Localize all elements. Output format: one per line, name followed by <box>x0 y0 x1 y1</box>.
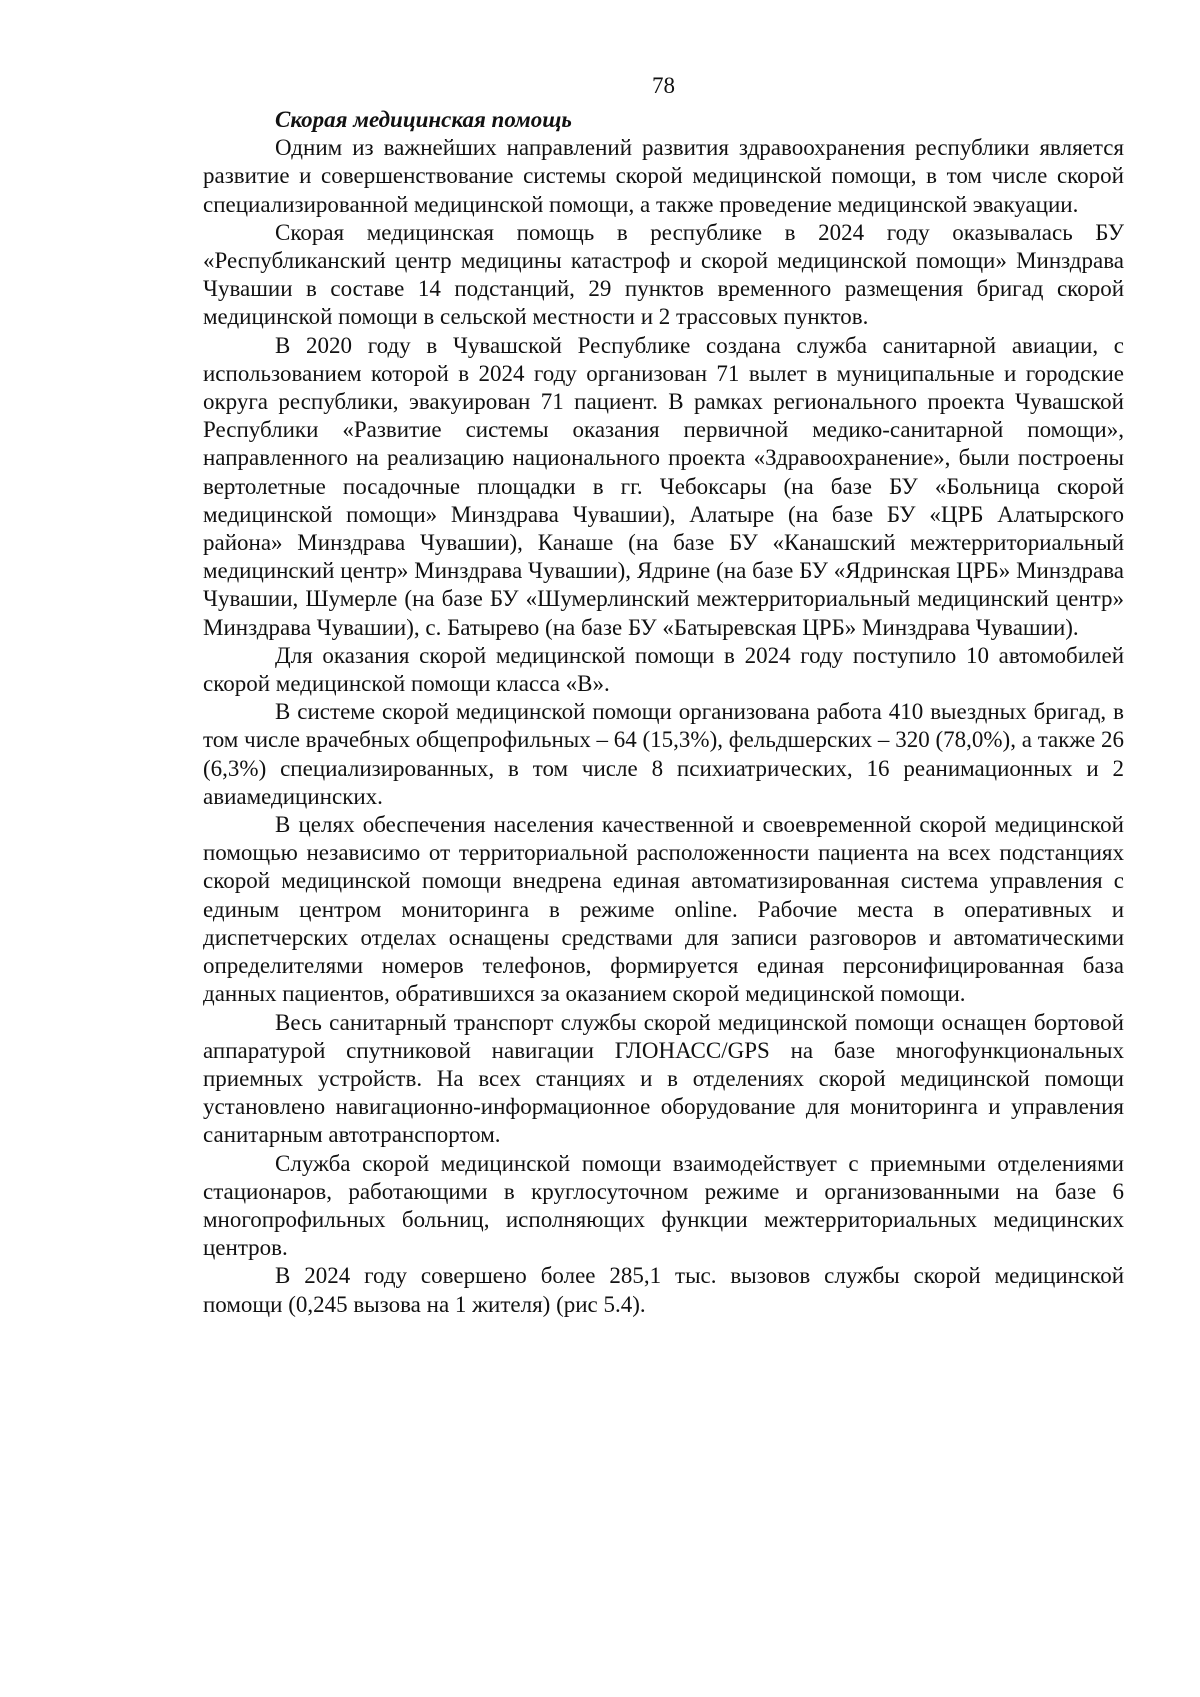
paragraph-sanitary-aviation: В 2020 году в Чувашской Республике создана служба санитарной авиации, с использованием которой в 2024 году организован 71 вылет в муниципальные и городские округа республики, эвакуирован 71 пациент. В рамках регионального проекта Чувашской Республики «Развитие системы оказания первичной медико-санитарной помощи», направленного на реализацию национального проекта «Здравоохранение», были построены вертолетные посадочные площадки в гг. Чебоксары (на базе БУ «Больница скорой медицинской помощи» Минздрава Чувашии), Алатыре (на базе БУ «ЦРБ Алатырского района» Минздрава Чувашии), Канаше (на базе БУ «Канашский межтерриториальный медицинский центр» Минздрава Чувашии), Ядрине (на базе БУ «Ядринская ЦРБ» Минздрава Чувашии, Шумерле (на базе БУ «Шумерлинский межтерриториальный медицинский центр» Минздрава Чувашии), с. Батырево (на базе БУ «Батыревская ЦРБ» Минздрава Чувашии). <box>203 332 1124 640</box>
section-heading: Скорая медицинская помощь <box>275 107 572 132</box>
paragraph-hospital-interaction: Служба скорой медицинской помощи взаимодействует с приемными отделениями стационаров, работающими в круглосуточном режиме и организованными на базе 6 многопрофильных больниц, исполняющих функции межтерриториальных медицинских центров. <box>203 1150 1124 1261</box>
paragraph-calls-statistics: В 2024 году совершено более 285,1 тыс. вызовов службы скорой медицинской помощи (0,245 вызова на 1 жителя) (рис 5.4). <box>203 1263 1124 1317</box>
paragraph-organization: Скорая медицинская помощь в республике в 2024 году оказывалась БУ «Республиканский центр медицины катастроф и скорой медицинской помощи» Минздрава Чувашии в составе 14 подстанций, 29 пунктов временного размещения бригад скорой медицинской помощи в сельской местности и 2 трассовых пунктов. <box>203 219 1124 330</box>
document-page <box>203 72 1124 1319</box>
paragraph-navigation-equipment: Весь санитарный транспорт службы скорой медицинской помощи оснащен бортовой аппаратурой спутниковой навигации ГЛОНАСС/GPS на базе многофункциональных приемных устройств. На всех станциях и в отделениях скорой медицинской помощи установлено навигационно-информационное оборудование для мониторинга и управления санитарным автотранспортом. <box>203 1009 1124 1148</box>
paragraph-intro: Одним из важнейших направлений развития здравоохранения республики является развитие и совершенствование системы скорой медицинской помощи, в том числе скорой специализированной медицинской помощи, а также проведение медицинской эвакуации. <box>203 135 1124 217</box>
page-number: 78 <box>652 73 675 98</box>
paragraph-automated-system: В целях обеспечения населения качественной и своевременной скорой медицинской помощью независимо от территориальной расположенности пациента на всех подстанциях скорой медицинской помощи внедрена единая автоматизированная система управления с единым центром мониторинга в режиме online. Рабочие места в оперативных и диспетчерских отделах оснащены средствами для записи разговоров и автоматическими определителями номеров телефонов, формируется единая персонифицированная база данных пациентов, обратившихся за оказанием скорой медицинской помощи. <box>203 812 1124 1007</box>
paragraph-ambulance-vehicles: Для оказания скорой медицинской помощи в 2024 году поступило 10 автомобилей скорой медицинской помощи класса «В». <box>203 642 1124 697</box>
paragraph-field-teams: В системе скорой медицинской помощи организована работа 410 выездных бригад, в том числе врачебных общепрофильных – 64 (15,3%), фельдшерских – 320 (78,0%), а также 26 (6,3%) специализированных, в том числе 8 психиатрических, 16 реанимационных и 2 авиамедицинских. <box>203 699 1124 809</box>
